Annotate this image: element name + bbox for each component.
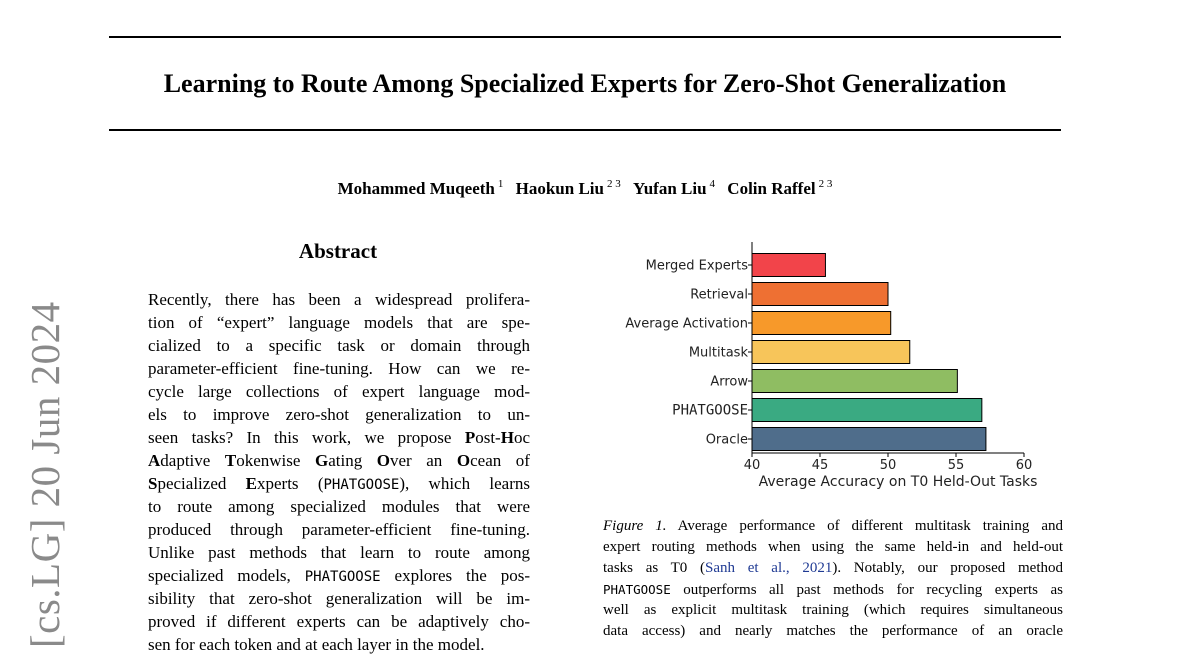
- x-tick-label: 60: [1015, 458, 1033, 473]
- author-affiliation: 4: [709, 178, 716, 190]
- caption-line: [603, 516, 1063, 537]
- acronym-letter: S: [148, 474, 158, 493]
- abstract-text: ), which learns: [399, 474, 530, 493]
- y-tick-label: Merged Experts: [645, 258, 748, 274]
- paper-title: Learning to Route Among Specialized Experts for Zero-Shot Generalization: [163, 69, 1007, 98]
- bar: [752, 341, 910, 364]
- method-name: PHATGOOSE: [603, 582, 671, 597]
- abstract-line: produced through parameter-efficient fine-tuning.: [148, 520, 530, 539]
- y-tick-label: PHATGOOSE: [672, 402, 748, 419]
- y-tick-label: Oracle: [705, 432, 748, 448]
- abstract-heading: Abstract: [298, 239, 378, 263]
- abstract-text: specialized models,: [148, 566, 305, 585]
- abstract-text: seen tasks? In this work, we propose: [148, 428, 465, 447]
- y-tick-label: Multitask: [688, 345, 748, 361]
- y-tick-label: Retrieval: [690, 287, 748, 303]
- caption-line: [603, 558, 1063, 579]
- caption-line: expert routing methods when using the same held-in and held-out: [603, 539, 1063, 555]
- bar: [752, 399, 982, 422]
- author-name: Haokun Liu: [515, 178, 604, 198]
- abstract-text: xperts (: [257, 474, 324, 493]
- abstract-line: Recently, there has been a widespread prolifera-: [148, 290, 530, 309]
- abstract-line: to route among specialized modules that were: [148, 497, 530, 516]
- acronym-letter: G: [314, 451, 329, 470]
- acronym-letter: H: [500, 428, 514, 447]
- caption-text: Average performance of different multitask training and: [666, 518, 1063, 534]
- abstract-text: okenwise: [236, 451, 315, 470]
- author-affiliation: 2 3: [606, 178, 621, 190]
- x-tick-label: 55: [947, 458, 965, 473]
- abstract-line: els to improve zero-shot generalization to un-: [148, 405, 530, 424]
- abstract-text: ver an: [390, 451, 457, 470]
- abstract-text: ating: [328, 451, 377, 470]
- caption-text: ). Notably, our proposed method: [832, 560, 1064, 576]
- abstract-line: parameter-efficient fine-tuning. How can we re-: [148, 359, 530, 378]
- y-tick-label: Arrow: [710, 374, 748, 390]
- acronym-letter: A: [148, 451, 161, 470]
- bar: [752, 312, 891, 335]
- abstract-text: pecialized: [157, 474, 246, 493]
- abstract-text: oc: [513, 428, 530, 447]
- caption-text: tasks as T0 (: [603, 560, 706, 576]
- abstract-line: sibility that zero-shot generalization will be im-: [148, 589, 530, 608]
- bar: [752, 428, 986, 451]
- abstract-line: proved if different experts can be adaptively cho-: [148, 612, 530, 631]
- abstract-line: cialized to a specific task or domain through: [148, 336, 530, 355]
- y-tick-label: Average Activation: [625, 316, 748, 332]
- author-name: Colin Raffel: [727, 178, 816, 198]
- abstract-line: tion of “expert” language models that are spe-: [148, 313, 530, 332]
- citation-link[interactable]: Sanh et al., 2021: [705, 560, 833, 576]
- author-affiliation: 2 3: [818, 178, 833, 190]
- author-name: Mohammed Muqeeth: [337, 178, 495, 198]
- method-name: PHATGOOSE: [323, 477, 400, 493]
- abstract-line: cycle large collections of expert language mod-: [148, 382, 530, 401]
- figure-caption: [603, 516, 1063, 642]
- acronym-letter: O: [456, 451, 471, 470]
- x-tick-label: 45: [811, 458, 829, 473]
- author-affiliation: 1: [497, 178, 504, 190]
- acronym-letter: P: [464, 428, 476, 447]
- x-tick-label: 50: [879, 458, 897, 473]
- caption-text: outperforms all past methods for recycling experts as: [670, 582, 1063, 598]
- abstract-text: explores the pos-: [380, 566, 531, 585]
- method-name: PHATGOOSE: [304, 569, 381, 585]
- abstract-line: Unlike past methods that learn to route among: [148, 543, 530, 562]
- acronym-letter: O: [376, 451, 390, 470]
- arxiv-stamp: [cs.LG] 20 Jun 2024: [22, 301, 68, 648]
- bar: [752, 254, 825, 277]
- caption-line: well as explicit multitask training (which requires simultaneous: [603, 602, 1063, 618]
- abstract-text: cean of: [470, 451, 530, 470]
- bar: [752, 283, 888, 306]
- abstract-text: ost-: [475, 428, 501, 447]
- abstract-text: daptive: [160, 451, 225, 470]
- caption-line: data access) and nearly matches the performance of an oracle: [603, 623, 1063, 639]
- x-axis-label: Average Accuracy on T0 Held-Out Tasks: [758, 474, 1038, 490]
- author-name: Yufan Liu: [632, 178, 707, 198]
- caption-line: [603, 579, 1063, 600]
- abstract-line: sen for each token and at each layer in the model.: [148, 635, 485, 654]
- bar: [752, 370, 957, 393]
- acronym-letter: E: [245, 474, 257, 493]
- acronym-letter: T: [224, 451, 237, 470]
- x-tick-label: 40: [743, 458, 761, 473]
- caption-label: Figure 1.: [603, 518, 667, 534]
